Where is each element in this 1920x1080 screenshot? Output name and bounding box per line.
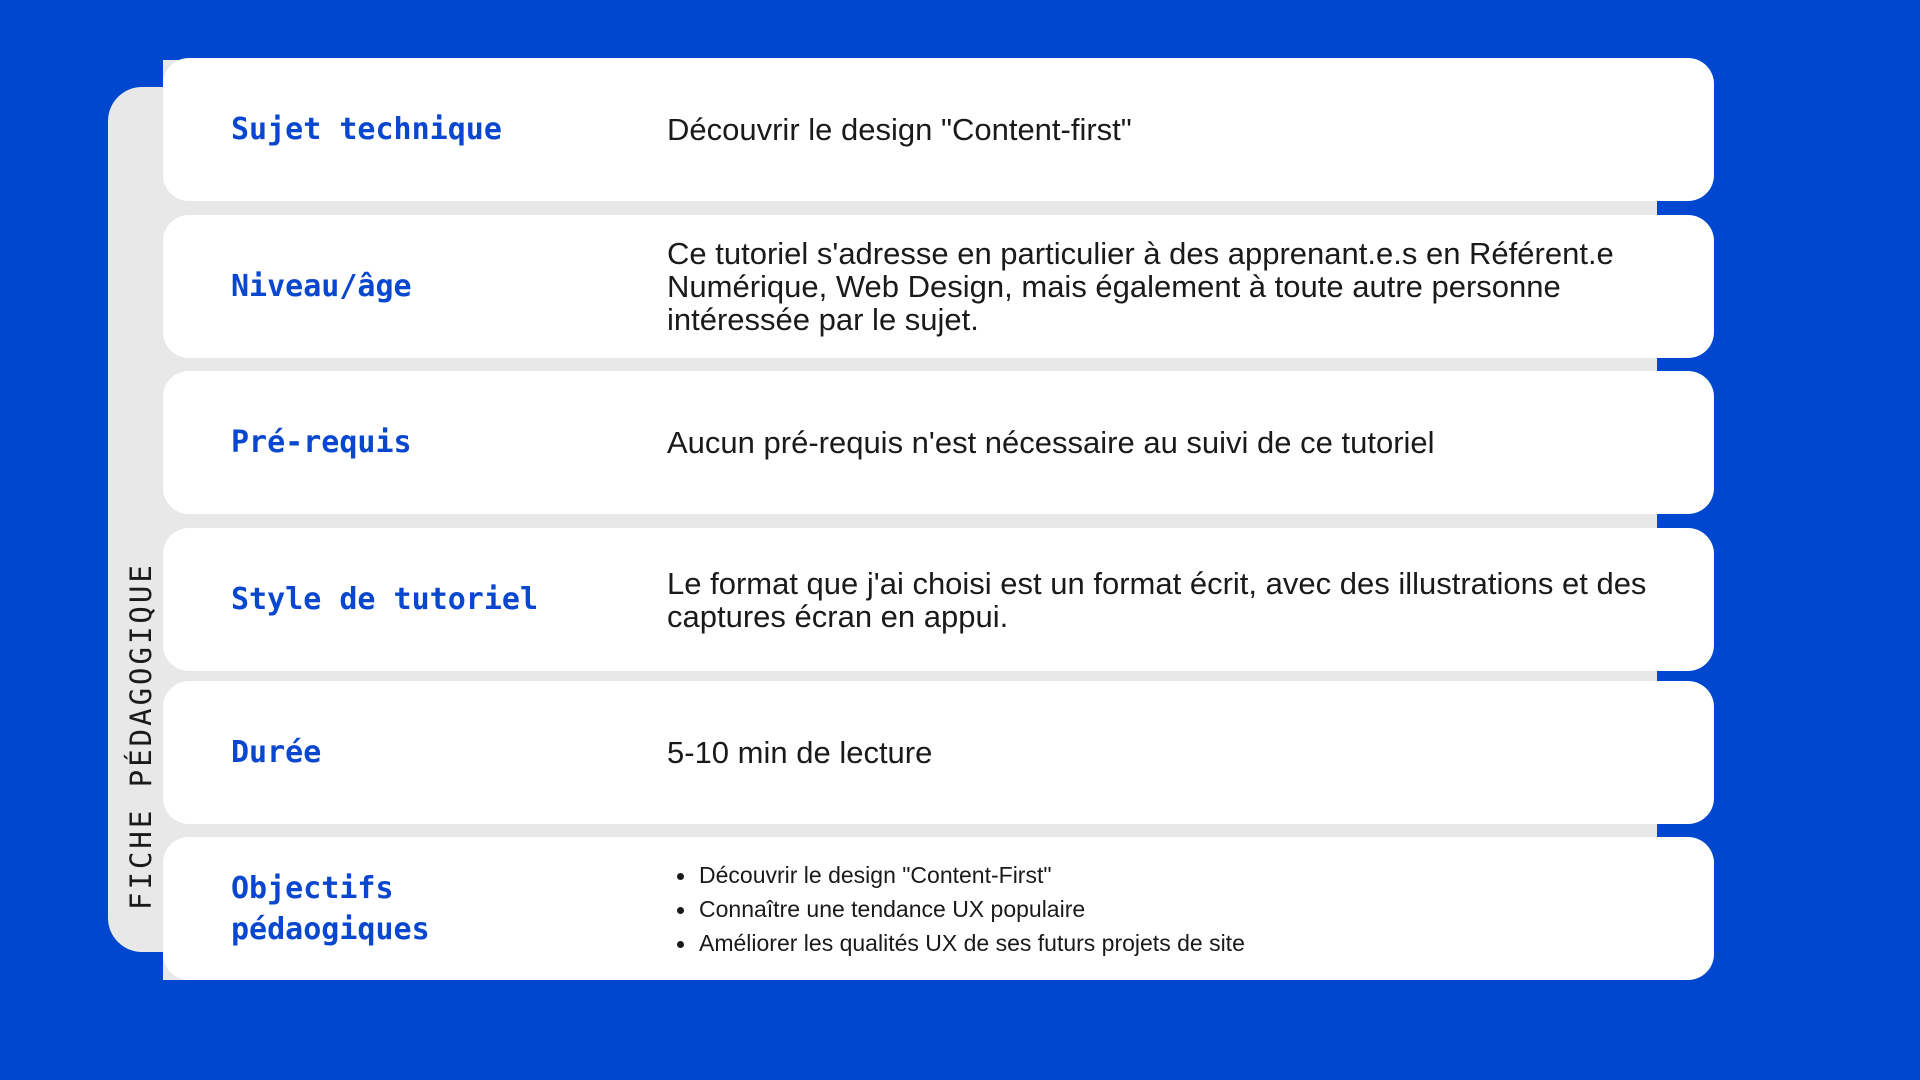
row-value: Aucun pré-requis n'est nécessaire au suivi de ce tutoriel	[667, 425, 1435, 460]
row-style-tutoriel	[163, 528, 1714, 671]
row-value: Le format que j'ai choisi est un format écrit, avec des illustrations et des captures écran en appui.	[667, 565, 1647, 634]
row-label: Objectifs pédaogiques	[231, 870, 430, 947]
row-pre-requis	[163, 371, 1714, 514]
row-label: Durée	[231, 735, 322, 770]
row-label: Style de tutoriel	[231, 582, 539, 617]
list-item: Découvrir le design "Content-First"	[699, 858, 1245, 892]
list-item: Connaître une tendance UX populaire	[699, 892, 1245, 926]
row-niveau-age	[163, 215, 1714, 358]
row-label: Niveau/âge	[231, 269, 412, 304]
objectives-list	[667, 858, 1245, 960]
side-label: FICHE PÉDAGOGIQUE	[124, 562, 158, 910]
row-sujet-technique	[163, 58, 1714, 201]
row-value: 5-10 min de lecture	[667, 735, 933, 770]
row-label: Sujet technique	[231, 112, 502, 147]
row-value: Découvrir le design "Content-first"	[667, 112, 1132, 147]
row-duree	[163, 681, 1714, 824]
list-item: Améliorer les qualités UX de ses futurs projets de site	[699, 926, 1245, 960]
row-objectifs	[163, 837, 1714, 980]
row-value	[667, 837, 1667, 980]
row-value: Ce tutoriel s'adresse en particulier à des apprenant.e.s en Référent.e Numérique, Web Design, mais également à toute autre personne intéressée par le sujet.	[667, 236, 1614, 337]
row-label: Pré-requis	[231, 425, 412, 460]
